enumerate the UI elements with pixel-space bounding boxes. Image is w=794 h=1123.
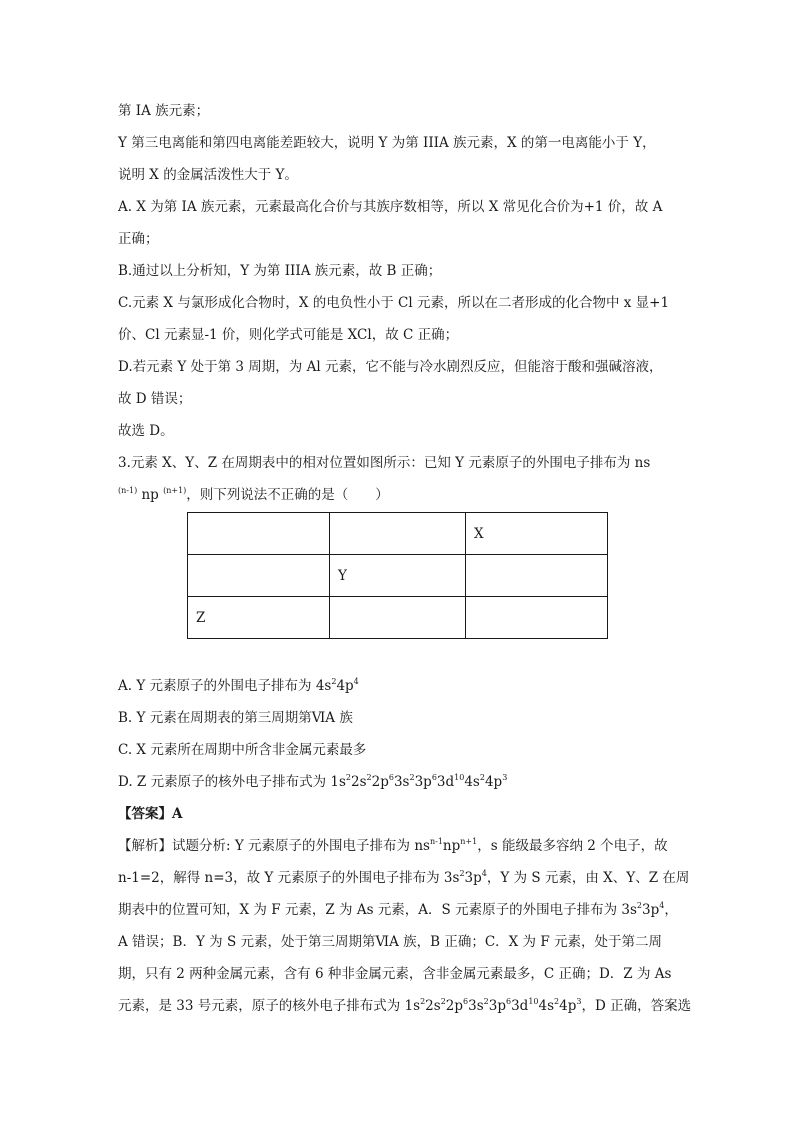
text-span: 3p [464, 870, 482, 886]
analysis-line [118, 900, 678, 920]
superscript: 2 [479, 773, 485, 782]
superscript: 3 [576, 997, 582, 1006]
superscript: 2 [345, 773, 351, 782]
text-span: 4s [538, 998, 555, 1014]
option-b: B. Y 元素在周期表的第三周期第ⅥA 族 [118, 710, 353, 726]
text-span: np [137, 487, 164, 503]
analysis-line [118, 868, 689, 888]
superscript: 2 [636, 901, 642, 910]
table-cell [466, 555, 608, 597]
text-span: 4p [336, 678, 354, 694]
text-span: 3p [641, 902, 660, 918]
analysis-line: A 错误；B．Y 为 S 元素，处于第三周期第ⅥA 族，B 正确；C．X 为 F 元素，处于第二周 [118, 934, 663, 950]
superscript: 2 [409, 773, 415, 782]
text-span: 4p [484, 774, 503, 790]
text-line: 第 IA 族元素； [118, 103, 210, 119]
table-cell [330, 597, 466, 639]
text-line: Y 第三电离能和第四电离能差距较大，说明 Y 为第 IIIA 族元素，X 的第一电离能小于 Y， [118, 135, 656, 151]
table-row [188, 513, 608, 555]
text-span: 3s [468, 998, 484, 1014]
text-span: 3d [511, 998, 529, 1014]
text-span: ，s 能级最多容纳 2 个电子，故 [477, 838, 668, 854]
text-span: 【解析】试题分析: Y 元素原子的外围电子排布为 ns [118, 838, 430, 854]
table-row [188, 597, 608, 639]
text-span: 4s [464, 774, 480, 790]
table-cell [330, 513, 466, 555]
answer-line: 【答案】A [118, 806, 183, 822]
text-span: 期表中的位置可知，X 为 F 元素，Z 为 As 元素，A．S 元素原子的外围电子排布为 3s [118, 902, 637, 918]
superscript: (n-1) [118, 486, 138, 495]
option-c: C. X 元素所在周期中所含非金属元素最多 [118, 742, 367, 758]
table-cell [188, 555, 330, 597]
text-span: 2s [425, 998, 441, 1014]
superscript: 10 [528, 997, 539, 1006]
table-row [188, 555, 608, 597]
superscript: 2 [420, 997, 426, 1006]
analysis-line: 期，只有 2 两种金属元素，含有 6 种非金属元素，含非金属元素最多，C 正确；D．Z 为 As [118, 966, 672, 982]
text-span: 3s [393, 774, 410, 790]
superscript: 4 [481, 869, 487, 878]
superscript: 3 [502, 773, 508, 782]
text-span: ，则下列说法不正确的是（ ） [186, 487, 389, 503]
text-span: 3p [488, 998, 506, 1014]
text-span: 2p [445, 998, 464, 1014]
periodic-position-table [187, 512, 608, 639]
text-span: 3p [414, 774, 432, 790]
text-span: np [442, 838, 461, 854]
text-span: 元素，是 33 号元素，原子的核外电子排布式为 1s [118, 998, 421, 1014]
text-span: 2s [351, 774, 367, 790]
conclusion-line: 故选 D。 [118, 423, 174, 439]
option-d [118, 772, 507, 792]
option-a-explanation: A. X 为第 IA 族元素，元素最高化合价与其族序数相等，所以 X 常见化合价为+1 价，故 A [118, 199, 663, 215]
text-span: ，Y 为 S 元素，由 X、Y、Z 在周 [486, 870, 690, 886]
table-cell [188, 513, 330, 555]
text-span: D. Z 元素原子的核外电子排布式为 1s [118, 774, 346, 790]
text-span: n-1=2，解得 n=3，故 Y 元素原子的外围电子排布为 3s [118, 870, 460, 886]
question-stem-continued [118, 485, 389, 505]
superscript: 2 [459, 869, 465, 878]
text-line: 说明 X 的金属活泼性大于 Y。 [118, 167, 298, 183]
superscript: 6 [388, 773, 394, 782]
table-cell [466, 597, 608, 639]
analysis-line [118, 996, 691, 1016]
superscript: n-1 [429, 837, 443, 846]
question-stem: 3.元素 X、Y、Z 在周期表中的相对位置如图所示：已知 Y 元素原子的外围电子排布为 ns [118, 455, 651, 471]
analysis-line [118, 836, 668, 856]
text-line: 故 D 错误； [118, 391, 192, 407]
superscript: 2 [366, 773, 372, 782]
superscript: 10 [454, 773, 465, 782]
text-span: 2p [371, 774, 389, 790]
table-cell-y: Y [330, 555, 466, 597]
superscript: 2 [440, 997, 446, 1006]
superscript: 2 [554, 997, 560, 1006]
superscript: 6 [431, 773, 437, 782]
option-c-explanation: C.元素 X 与氯形成化合物时，X 的电负性小于 Cl 元素，所以在二者形成的化合物中 x 显+1 [118, 295, 670, 311]
superscript: 6 [505, 997, 512, 1006]
superscript: 2 [483, 997, 489, 1006]
text-span: A. Y 元素原子的外围电子排布为 4s [118, 678, 332, 694]
superscript: 6 [463, 997, 469, 1006]
option-b-explanation: B.通过以上分析知，Y 为第 IIIA 族元素，故 B 正确； [118, 263, 442, 279]
text-span: ，D 正确，答案选 [581, 998, 692, 1014]
option-d-explanation: D.若元素 Y 处于第 3 周期，为 Al 元素，它不能与冷水剧烈反应，但能溶于酸和强碱溶液， [118, 359, 663, 375]
option-a [118, 676, 359, 696]
table-cell-x: X [466, 513, 608, 555]
superscript: 2 [331, 677, 337, 686]
table-cell-z: Z [188, 597, 330, 639]
superscript: n+1 [460, 837, 478, 846]
text-span: ， [664, 902, 678, 918]
text-span: 3d [436, 774, 455, 790]
superscript: 4 [353, 677, 359, 686]
superscript: 4 [659, 901, 665, 910]
text-line: 价、Cl 元素显-1 价，则化学式可能是 XCl，故 C 正确； [118, 327, 459, 343]
text-span: 4p [559, 998, 577, 1014]
superscript: (n+1) [163, 486, 187, 495]
text-line: 正确； [118, 231, 159, 247]
